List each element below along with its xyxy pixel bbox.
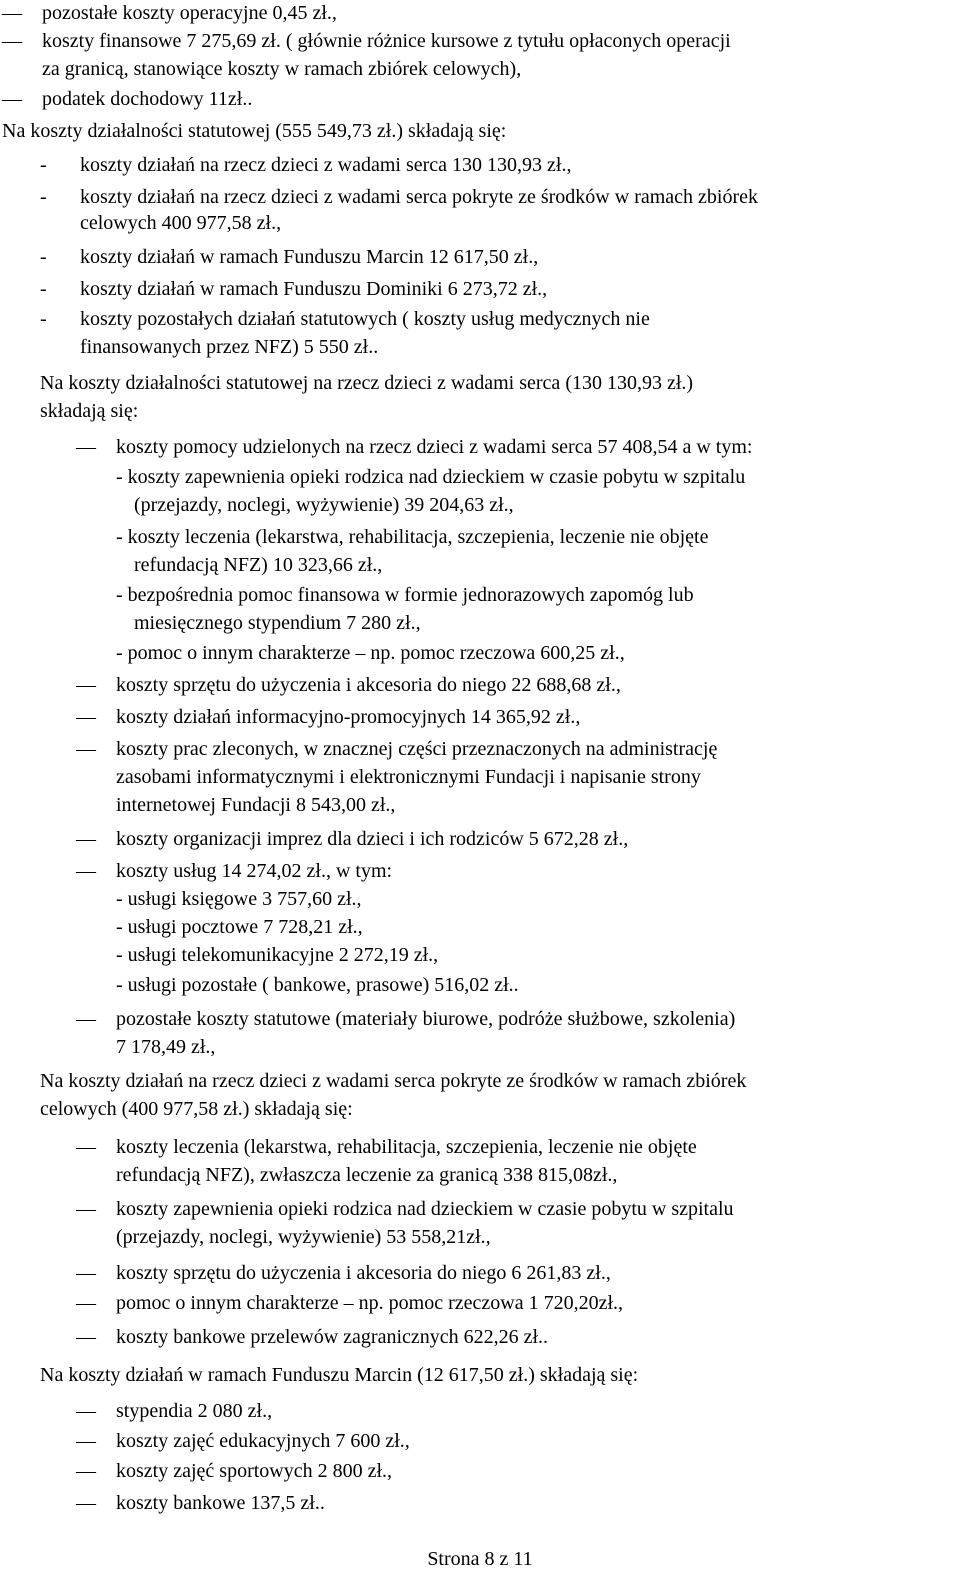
collections-item-text: refundacją NFZ), zwłaszcza leczenie za granicą 338 815,08zł., <box>116 1164 618 1186</box>
bullet-dash: — <box>76 1198 96 1220</box>
collections-item-text: koszty leczenia (lekarstwa, rehabilitacja, szczepienia, leczenie nie objęte <box>116 1136 697 1158</box>
sub-item-text: miesięcznego stypendium 7 280 zł., <box>134 612 421 634</box>
section-heading: Na koszty działalności statutowej na rzecz dzieci z wadami serca (130 130,93 zł.) <box>40 372 694 394</box>
bullet-dash: — <box>76 436 96 458</box>
bullet-dash: - <box>40 278 47 300</box>
bullet-dash: — <box>76 1430 96 1452</box>
heart-item-text: koszty prac zleconych, w znacznej części przeznaczonych na administrację <box>116 738 718 760</box>
sub-item-text: - usługi pozostałe ( bankowe, prasowe) 516,02 zł.. <box>116 974 519 996</box>
bullet-dash: — <box>76 674 96 696</box>
list-item-text: pozostałe koszty operacyjne 0,45 zł., <box>42 2 337 24</box>
bullet-dash: - <box>40 186 47 208</box>
section-heading: Na koszty działań na rzecz dzieci z wadami serca pokryte ze środków w ramach zbiórek <box>40 1070 747 1092</box>
heart-item-text: koszty pomocy udzielonych na rzecz dzieci z wadami serca 57 408,54 a w tym: <box>116 436 753 458</box>
bullet-dash: — <box>76 1492 96 1514</box>
collections-item-text: (przejazdy, noclegi, wyżywienie) 53 558,21zł., <box>116 1226 491 1248</box>
marcin-item-text: koszty zajęć edukacyjnych 7 600 zł., <box>116 1430 410 1452</box>
marcin-item-text: koszty bankowe 137,5 zł.. <box>116 1492 325 1514</box>
heart-item-text: zasobami informatycznymi i elektronicznymi Fundacji i napisanie strony <box>116 766 701 788</box>
collections-item-text: koszty bankowe przelewów zagranicznych 622,26 zł.. <box>116 1326 549 1348</box>
collections-item-text: koszty zapewnienia opieki rodzica nad dzieckiem w czasie pobytu w szpitalu <box>116 1198 734 1220</box>
statutory-item-text: celowych 400 977,58 zł., <box>80 212 282 234</box>
list-item-text: podatek dochodowy 11zł.. <box>42 88 253 110</box>
heart-item-text: 7 178,49 zł., <box>116 1036 216 1058</box>
bullet-dash: — <box>76 1262 96 1284</box>
bullet-dash: — <box>2 88 22 110</box>
bullet-dash: - <box>40 308 47 330</box>
section-heading: składają się: <box>40 400 139 422</box>
heart-item-text: koszty usług 14 274,02 zł., w tym: <box>116 860 393 882</box>
bullet-dash: — <box>76 860 96 882</box>
section-heading: Na koszty działań w ramach Funduszu Marcin (12 617,50 zł.) składają się: <box>40 1364 639 1386</box>
marcin-item-text: stypendia 2 080 zł., <box>116 1400 273 1422</box>
page-number: Strona 8 z 11 <box>427 1548 533 1570</box>
sub-item-text: - bezpośrednia pomoc finansowa w formie jednorazowych zapomóg lub <box>116 584 694 606</box>
sub-item-text: - usługi księgowe 3 757,60 zł., <box>116 888 362 910</box>
sub-item-text: - usługi telekomunikacyjne 2 272,19 zł., <box>116 944 439 966</box>
bullet-dash: — <box>2 30 22 52</box>
bullet-dash: — <box>76 828 96 850</box>
heart-item-text: pozostałe koszty statutowe (materiały biurowe, podróże służbowe, szkolenia) <box>116 1008 736 1030</box>
statutory-item-text: koszty działań na rzecz dzieci z wadami serca pokryte ze środków w ramach zbiórek <box>80 186 759 208</box>
bullet-dash: — <box>76 738 96 760</box>
bullet-dash: — <box>76 1008 96 1030</box>
sub-item-text: - koszty zapewnienia opieki rodzica nad dzieckiem w czasie pobytu w szpitalu <box>116 466 746 488</box>
collections-item-text: pomoc o innym charakterze – np. pomoc rzeczowa 1 720,20zł., <box>116 1292 624 1314</box>
section-heading: celowych (400 977,58 zł.) składają się: <box>40 1098 353 1120</box>
bullet-dash: — <box>76 1460 96 1482</box>
statutory-item-text: koszty działań w ramach Funduszu Dominiki 6 273,72 zł., <box>80 278 548 300</box>
bullet-dash: — <box>76 1292 96 1314</box>
statutory-item-text: koszty działań w ramach Funduszu Marcin 12 617,50 zł., <box>80 246 539 268</box>
sub-item-text: - pomoc o innym charakterze – np. pomoc rzeczowa 600,25 zł., <box>116 642 625 664</box>
heart-item-text: internetowej Fundacji 8 543,00 zł., <box>116 794 396 816</box>
list-item-text: koszty finansowe 7 275,69 zł. ( głównie różnice kursowe z tytułu opłaconych operacji <box>42 30 731 52</box>
bullet-dash: — <box>76 1136 96 1158</box>
bullet-dash: - <box>40 154 47 176</box>
heart-item-text: koszty sprzętu do użyczenia i akcesoria do niego 22 688,68 zł., <box>116 674 621 696</box>
list-item-text: za granicą, stanowiące koszty w ramach zbiórek celowych), <box>42 58 522 80</box>
sub-item-text: - koszty leczenia (lekarstwa, rehabilitacja, szczepienia, leczenie nie objęte <box>116 526 709 548</box>
bullet-dash: — <box>76 706 96 728</box>
bullet-dash: — <box>2 2 22 24</box>
heart-item-text: koszty działań informacyjno-promocyjnych 14 365,92 zł., <box>116 706 581 728</box>
collections-item-text: koszty sprzętu do użyczenia i akcesoria do niego 6 261,83 zł., <box>116 1262 611 1284</box>
heart-item-text: koszty organizacji imprez dla dzieci i ich rodziców 5 672,28 zł., <box>116 828 629 850</box>
bullet-dash: — <box>76 1326 96 1348</box>
bullet-dash: — <box>76 1400 96 1422</box>
statutory-item-text: koszty pozostałych działań statutowych ( koszty usług medycznych nie <box>80 308 650 330</box>
sub-item-text: - usługi pocztowe 7 728,21 zł., <box>116 916 363 938</box>
statutory-item-text: finansowanych przez NFZ) 5 550 zł.. <box>80 336 379 358</box>
bullet-dash: - <box>40 246 47 268</box>
sub-item-text: refundacją NFZ) 10 323,66 zł., <box>134 554 383 576</box>
sub-item-text: (przejazdy, noclegi, wyżywienie) 39 204,63 zł., <box>134 494 514 516</box>
marcin-item-text: koszty zajęć sportowych 2 800 zł., <box>116 1460 393 1482</box>
section-heading: Na koszty działalności statutowej (555 549,73 zł.) składają się: <box>2 120 507 142</box>
statutory-item-text: koszty działań na rzecz dzieci z wadami serca 130 130,93 zł., <box>80 154 572 176</box>
